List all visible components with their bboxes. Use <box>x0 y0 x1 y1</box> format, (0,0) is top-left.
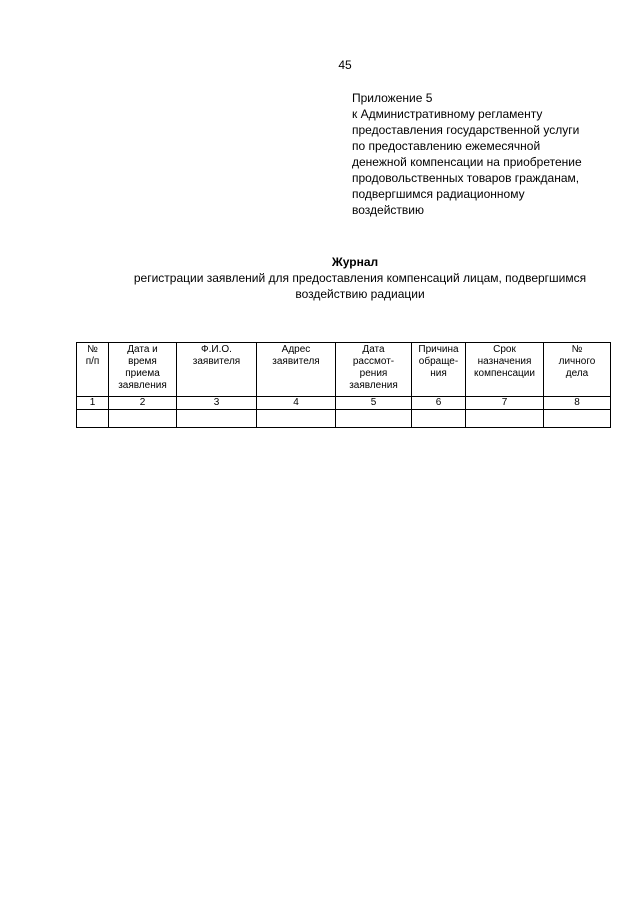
appendix-line: по предоставлению ежемесячной <box>352 139 541 153</box>
appendix-line: воздействию <box>352 203 424 217</box>
header-text: Дата рассмот- рения заявления <box>349 344 398 391</box>
empty-cell <box>544 410 611 428</box>
appendix-line: Приложение 5 <box>352 91 433 105</box>
empty-cell <box>336 410 412 428</box>
header-text: Дата и время приема заявления <box>118 344 167 391</box>
header-text: Ф.И.О. заявителя <box>192 344 241 367</box>
header-text: Срок назначения компенсации <box>474 344 535 379</box>
table-row <box>77 410 611 428</box>
column-number-cell: 2 <box>109 397 177 410</box>
empty-cell <box>177 410 257 428</box>
column-number-cell: 8 <box>544 397 611 410</box>
header-text: № п/п <box>85 344 100 367</box>
header-cell-number <box>77 343 109 397</box>
empty-cell <box>412 410 466 428</box>
empty-cell <box>466 410 544 428</box>
column-number-cell: 6 <box>412 397 466 410</box>
column-number-cell: 7 <box>466 397 544 410</box>
appendix-line: денежной компенсации на приобретение <box>352 155 582 169</box>
header-cell-date-received <box>109 343 177 397</box>
header-text: Причина обраще- ния <box>418 344 459 379</box>
page-number: 45 <box>338 58 352 72</box>
header-text: Адрес заявителя <box>272 344 320 367</box>
column-number-row <box>77 397 611 410</box>
appendix-line: продовольственных товаров гражданам, <box>352 171 580 185</box>
header-cell-reason <box>412 343 466 397</box>
journal-title: Журнал <box>331 255 379 269</box>
appendix-line: к Административному регламенту <box>352 107 543 121</box>
header-cell-compensation-term <box>466 343 544 397</box>
appendix-line: предоставления государственной услуги <box>352 123 580 137</box>
appendix-line: подвергшимся радиационному <box>352 187 525 201</box>
column-number-cell: 1 <box>77 397 109 410</box>
header-cell-applicant-address <box>257 343 336 397</box>
empty-cell <box>109 410 177 428</box>
header-cell-case-number <box>544 343 611 397</box>
header-cell-applicant-name <box>177 343 257 397</box>
column-number-cell: 3 <box>177 397 257 410</box>
table-header-row <box>77 343 611 397</box>
empty-cell <box>77 410 109 428</box>
journal-subtitle: регистрации заявлений для предоставления компенсаций лицам, подвергшимся воздействию радиации <box>133 271 587 301</box>
appendix-note <box>352 90 612 218</box>
header-text: № личного дела <box>558 344 596 379</box>
header-cell-review-date <box>336 343 412 397</box>
register-table <box>76 342 611 428</box>
column-number-cell: 5 <box>336 397 412 410</box>
empty-cell <box>257 410 336 428</box>
column-number-cell: 4 <box>257 397 336 410</box>
